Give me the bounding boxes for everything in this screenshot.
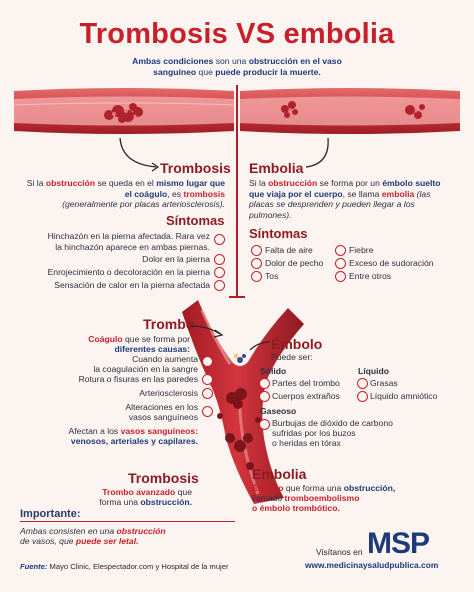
source-line bbox=[20, 562, 228, 571]
trombosis-symptom-4: Sensación de calor en la pierna afectada bbox=[54, 280, 210, 290]
causa-4a: Alteraciones en los bbox=[125, 402, 198, 412]
embolia-bottom-heading: Embolia bbox=[252, 466, 307, 482]
tb-l2b: obstrucción. bbox=[140, 497, 192, 507]
source-text: Mayo Clinic, Elespectador.com y Hospital de la mujer bbox=[47, 562, 229, 571]
em-desc-e: , se llama bbox=[342, 188, 382, 199]
trombo-l1b: que se forma por bbox=[122, 334, 190, 344]
embolo-arrow-icon bbox=[246, 338, 272, 354]
gaseoso-item-3: o heridas en tórax bbox=[272, 438, 341, 448]
gaseoso-item-1: Burbujas de dióxido de carbono bbox=[272, 418, 393, 428]
embolia-bottom-line-1 bbox=[252, 483, 462, 494]
liquido-item-1: Grasas bbox=[370, 378, 398, 388]
eb-l2a: llamado bbox=[252, 493, 285, 503]
trombosis-bottom-heading: Trombosis bbox=[128, 470, 199, 486]
tb-l1b: que bbox=[175, 487, 192, 497]
trombosis-heading: Trombosis bbox=[160, 160, 231, 176]
em-desc-c: se forma por un bbox=[317, 178, 383, 188]
embolia-description bbox=[249, 178, 454, 220]
trombo-arrow-icon bbox=[188, 322, 228, 342]
trombosis-symptom-1a: Hinchazón en la pierna afectada. Rara vez bbox=[47, 231, 210, 241]
bullet-icon bbox=[251, 245, 262, 256]
tr-desc-a: Si la bbox=[26, 178, 46, 188]
bullet-icon bbox=[335, 258, 346, 269]
eb-l1a: Émbolo bbox=[252, 483, 284, 493]
afectan-b: vasos sanguíneos: bbox=[120, 426, 198, 436]
em-desc-f: embolia bbox=[381, 188, 415, 199]
trombosis-symptom-1b: la hinchazón aparece en ambas piernas. bbox=[55, 242, 210, 252]
trombosis-symptom-2: Dolor en la pierna bbox=[142, 254, 210, 264]
msp-logo: MSP bbox=[367, 527, 430, 560]
imp-l2b: puede ser letal. bbox=[75, 536, 139, 546]
tr-desc-e: , es bbox=[167, 188, 184, 199]
intro-text bbox=[110, 56, 364, 77]
center-divider bbox=[236, 85, 238, 297]
causa-3: Arteriosclerosis bbox=[139, 388, 198, 398]
trombo-line-1 bbox=[40, 334, 190, 345]
afectan-line-1 bbox=[20, 426, 198, 437]
trombosis-symptom-3: Enrojecimiento o decoloración en la pierna bbox=[47, 267, 210, 277]
causa-1b: la coagulación en la sangre bbox=[93, 364, 198, 374]
causa-2: Rotura o fisuras en las paredes bbox=[78, 374, 198, 384]
bullet-icon bbox=[259, 419, 270, 430]
embolia-sintomas-heading: Síntomas bbox=[249, 226, 308, 241]
embolo-liquido-heading: Líquido bbox=[358, 366, 390, 376]
tb-l2a: forma una bbox=[99, 497, 141, 507]
embolia-bottom-line-2 bbox=[252, 493, 462, 504]
em-desc-d: émbolo suelto que viaja por el cuerpo bbox=[249, 178, 441, 199]
vessel-thrombosis-illustration bbox=[14, 85, 234, 137]
bullet-icon bbox=[335, 271, 346, 282]
eb-l2b: tromboembolismo bbox=[284, 493, 360, 503]
imp-l1b: obstrucción bbox=[116, 526, 166, 536]
embolia-heading: Embolia bbox=[249, 160, 304, 176]
trombo-heading: Trombo bbox=[143, 316, 195, 332]
bullet-icon bbox=[357, 378, 368, 389]
bullet-icon bbox=[202, 406, 213, 417]
embolia-symptom-4: Fiebre bbox=[349, 245, 374, 255]
embolo-solido-heading: Sólido bbox=[260, 366, 287, 376]
embolo-heading: Émbolo bbox=[271, 336, 323, 352]
embolia-symptom-3: Tos bbox=[265, 271, 279, 281]
gaseoso-item-2: sufridas por los buzos bbox=[272, 428, 356, 438]
bullet-icon bbox=[259, 378, 270, 389]
importante-divider bbox=[20, 521, 235, 522]
imp-l1a: Ambas consisten en una bbox=[20, 526, 117, 536]
trombosis-bottom-line-2 bbox=[50, 497, 192, 508]
bullet-icon bbox=[202, 388, 213, 399]
em-desc-g: (las placas se desprenden y pueden llegar a los pulmones). bbox=[249, 188, 431, 220]
bullet-icon bbox=[202, 356, 213, 367]
causa-4b: vasos sanguíneos bbox=[128, 412, 198, 422]
embolia-symptom-2: Dolor de pecho bbox=[265, 258, 324, 268]
trombosis-description bbox=[20, 178, 225, 210]
trombo-line-2: diferentes causas: bbox=[114, 344, 190, 354]
trombo-l1a: Coágulo bbox=[88, 334, 123, 344]
importante-line-2 bbox=[20, 536, 240, 547]
page-title: Trombosis VS embolia bbox=[79, 18, 395, 50]
importante-heading: Importante: bbox=[20, 508, 81, 520]
importante-line-1 bbox=[20, 526, 240, 537]
bullet-icon bbox=[335, 245, 346, 256]
tr-desc-b: obstrucción bbox=[45, 178, 96, 188]
bullet-icon bbox=[214, 280, 225, 291]
eb-l1b: que forma una bbox=[283, 483, 344, 493]
eb-l1c: obstrucción, bbox=[343, 483, 396, 493]
solido-item-1: Partes del trombo bbox=[272, 378, 340, 388]
embolia-symptom-5: Exceso de sudoración bbox=[349, 258, 434, 268]
tr-desc-c: se queda en el bbox=[95, 178, 157, 188]
bullet-icon bbox=[251, 258, 262, 269]
website-link[interactable]: www.medicinaysaludpublica.com bbox=[305, 560, 439, 570]
em-desc-a: Si la bbox=[249, 178, 269, 188]
liquido-item-2: Líquido amniótico bbox=[370, 391, 438, 401]
embolia-symptom-6: Entre otros bbox=[349, 271, 392, 281]
source-label: Fuente: bbox=[20, 562, 48, 571]
tr-desc-d: mismo lugar que el coágulo bbox=[124, 178, 225, 199]
intro-bold-3: obstrucción en el vaso sanguíneo bbox=[153, 56, 342, 77]
afectan-a: Afectan a los bbox=[68, 426, 121, 436]
bullet-icon bbox=[251, 271, 262, 282]
embolia-symptom-1: Falta de aire bbox=[265, 245, 313, 255]
intro-bold-5: puede producir la muerte. bbox=[215, 66, 321, 77]
tb-l1a: Trombo avanzado bbox=[102, 487, 176, 497]
embolo-gaseoso-heading: Gaseoso bbox=[260, 406, 297, 416]
intro-part-2: son una bbox=[213, 56, 249, 66]
bullet-icon bbox=[214, 234, 225, 245]
bullet-icon bbox=[357, 391, 368, 402]
vessel-embolism-illustration bbox=[240, 85, 460, 137]
bullet-icon bbox=[214, 267, 225, 278]
embolo-puede-ser: Puede ser: bbox=[271, 352, 313, 362]
solido-item-2: Cuerpos extraños bbox=[272, 391, 340, 401]
visitanos-label: Visítanos en bbox=[316, 547, 363, 557]
embolia-pointer bbox=[300, 136, 340, 176]
tr-desc-g: (generalmente por placas arteriosclerosis). bbox=[62, 199, 225, 209]
trombosis-bottom-line-1 bbox=[50, 487, 192, 498]
bullet-icon bbox=[214, 254, 225, 265]
causa-1a: Cuando aumenta bbox=[132, 354, 198, 364]
afectan-line-2: venosos, arteriales y capilares. bbox=[70, 436, 198, 446]
intro-bold-1: Ambas condiciones bbox=[132, 56, 214, 66]
imp-l2a: de vasos, que bbox=[20, 536, 76, 546]
em-desc-b: obstrucción bbox=[268, 178, 318, 188]
bullet-icon bbox=[202, 374, 213, 385]
embolia-bottom-line-3: o émbolo trombótico. bbox=[252, 503, 340, 513]
intro-part-4: que bbox=[196, 66, 216, 77]
trombosis-sintomas-heading: Síntomas bbox=[166, 213, 225, 228]
bullet-icon bbox=[259, 391, 270, 402]
trombosis-pointer bbox=[110, 136, 160, 176]
tr-desc-f: trombosis bbox=[183, 188, 225, 199]
